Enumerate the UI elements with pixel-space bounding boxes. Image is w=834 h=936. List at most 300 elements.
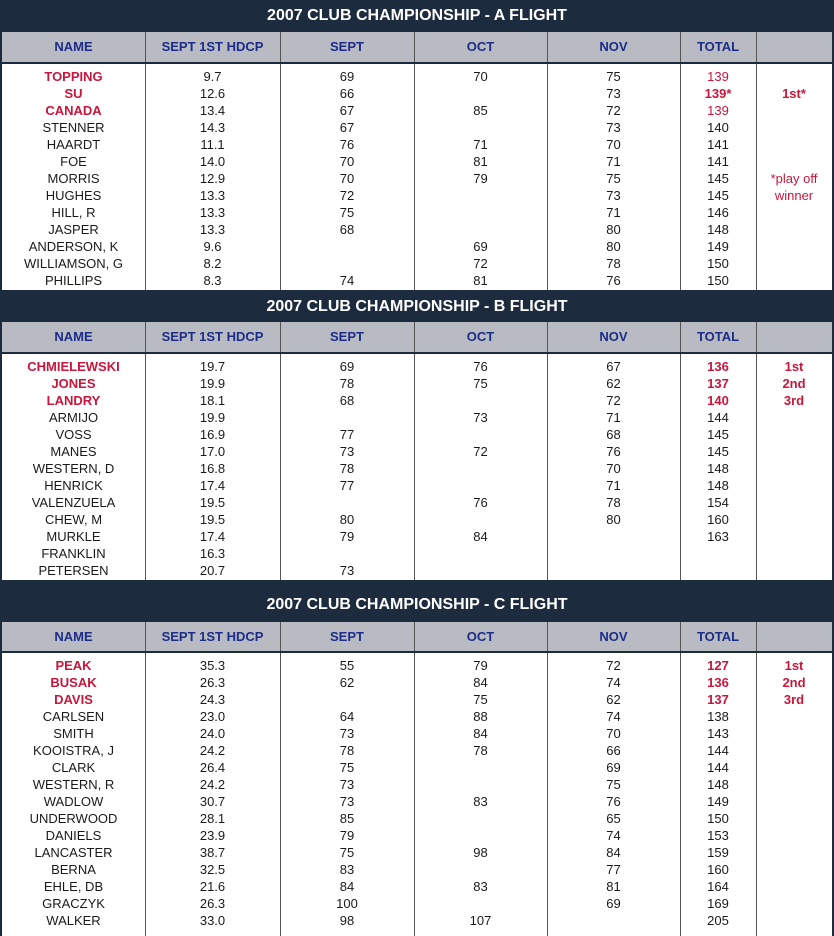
cell-oct: 79 xyxy=(473,171,488,186)
column-header: TOTAL xyxy=(696,39,740,54)
cell-total: 146 xyxy=(707,205,729,220)
cell-name: STENNER xyxy=(42,120,105,135)
column-divider xyxy=(414,32,415,62)
table-row xyxy=(2,102,832,119)
cell-total: 164 xyxy=(707,879,729,894)
table-row xyxy=(2,912,832,929)
column-divider xyxy=(280,622,281,651)
cell-total: 140 xyxy=(707,393,729,408)
cell-name: CHMIELEWSKI xyxy=(27,359,120,374)
column-divider xyxy=(145,622,146,651)
cell-name: WESTERN, D xyxy=(32,461,115,476)
column-header: NOV xyxy=(599,39,628,54)
table-row xyxy=(2,562,832,579)
cell-hdcp: 23.9 xyxy=(199,828,226,843)
column-header: OCT xyxy=(466,329,495,344)
cell-place: 1st* xyxy=(782,86,806,101)
cell-hdcp: 17.4 xyxy=(199,529,226,544)
cell-total: 137 xyxy=(707,692,729,707)
cell-total: 149 xyxy=(707,239,729,254)
column-divider xyxy=(145,322,146,352)
cell-nov: 68 xyxy=(606,427,621,442)
cell-name: HUGHES xyxy=(45,188,102,203)
table-row xyxy=(2,426,832,443)
column-header: NAME xyxy=(54,329,93,344)
cell-oct: 81 xyxy=(473,273,488,288)
cell-sept: 73 xyxy=(339,777,355,792)
cell-nov: 75 xyxy=(606,777,621,792)
cell-sept: 78 xyxy=(339,461,355,476)
cell-hdcp: 13.4 xyxy=(199,103,226,118)
cell-hdcp: 16.9 xyxy=(199,427,226,442)
cell-total: 144 xyxy=(707,410,729,425)
table-row xyxy=(2,221,832,238)
cell-total: 136 xyxy=(707,359,729,374)
cell-name: DAVIS xyxy=(54,692,93,707)
cell-nov: 69 xyxy=(606,760,621,775)
table-row xyxy=(2,204,832,221)
cell-sept: 80 xyxy=(339,512,355,527)
cell-oct: 75 xyxy=(473,376,488,391)
playoff-note: winner xyxy=(774,188,814,203)
cell-oct: 83 xyxy=(473,879,488,894)
cell-sept: 69 xyxy=(339,359,355,374)
column-divider xyxy=(756,32,757,62)
cell-hdcp: 13.3 xyxy=(199,222,226,237)
cell-total: 205 xyxy=(707,913,729,928)
cell-total: 139 xyxy=(707,103,729,118)
cell-total: 148 xyxy=(707,222,729,237)
cell-name: CHEW, M xyxy=(44,512,103,527)
cell-hdcp: 17.4 xyxy=(199,478,226,493)
cell-sept: 79 xyxy=(339,529,355,544)
cell-nov: 66 xyxy=(606,743,621,758)
cell-name: TOPPING xyxy=(44,69,103,84)
cell-total: 150 xyxy=(707,811,729,826)
column-header: SEPT 1ST HDCP xyxy=(161,329,264,344)
cell-nov: 73 xyxy=(606,86,621,101)
cell-oct: 76 xyxy=(473,495,488,510)
cell-total: 154 xyxy=(707,495,729,510)
cell-name: LANDRY xyxy=(46,393,101,408)
cell-place: 1st xyxy=(784,359,804,374)
cell-sept: 75 xyxy=(339,205,355,220)
cell-name: MANES xyxy=(50,444,97,459)
cell-oct: 88 xyxy=(473,709,488,724)
cell-nov: 71 xyxy=(606,154,621,169)
column-divider xyxy=(145,32,146,62)
column-header: SEPT 1ST HDCP xyxy=(161,39,264,54)
cell-total: 145 xyxy=(707,171,729,186)
cell-nov: 71 xyxy=(606,410,621,425)
cell-sept: 70 xyxy=(339,171,355,186)
cell-nov: 67 xyxy=(606,359,621,374)
table-row xyxy=(2,528,832,545)
cell-oct: 84 xyxy=(473,726,488,741)
cell-sept: 75 xyxy=(339,845,355,860)
table-row xyxy=(2,776,832,793)
cell-nov: 78 xyxy=(606,256,621,271)
table-row xyxy=(2,358,832,375)
cell-nov: 69 xyxy=(606,896,621,911)
cell-nov: 76 xyxy=(606,794,621,809)
table-row xyxy=(2,844,832,861)
cell-name: FOE xyxy=(60,154,87,169)
cell-oct: 78 xyxy=(473,743,488,758)
cell-nov: 62 xyxy=(606,692,621,707)
table-row xyxy=(2,511,832,528)
cell-name: WADLOW xyxy=(43,794,104,809)
cell-oct: 79 xyxy=(473,658,488,673)
cell-sept: 66 xyxy=(339,86,355,101)
table-body xyxy=(2,64,832,290)
cell-name: CARLSEN xyxy=(42,709,105,724)
cell-sept: 67 xyxy=(339,103,355,118)
cell-hdcp: 24.3 xyxy=(199,692,226,707)
cell-total: 141 xyxy=(707,154,729,169)
cell-hdcp: 19.5 xyxy=(199,495,226,510)
cell-hdcp: 28.1 xyxy=(199,811,226,826)
cell-total: 143 xyxy=(707,726,729,741)
table-row xyxy=(2,827,832,844)
cell-hdcp: 21.6 xyxy=(199,879,226,894)
column-divider xyxy=(680,32,681,62)
cell-oct: 72 xyxy=(473,444,488,459)
cell-hdcp: 19.9 xyxy=(199,410,226,425)
cell-sept: 77 xyxy=(339,478,355,493)
cell-nov: 80 xyxy=(606,222,621,237)
cell-total: 148 xyxy=(707,478,729,493)
cell-total: 144 xyxy=(707,743,729,758)
cell-total: 139* xyxy=(704,86,732,101)
cell-nov: 70 xyxy=(606,137,621,152)
cell-name: DANIELS xyxy=(45,828,102,843)
cell-oct: 69 xyxy=(473,239,488,254)
table-row xyxy=(2,238,832,255)
cell-hdcp: 26.3 xyxy=(199,896,226,911)
cell-hdcp: 19.7 xyxy=(199,359,226,374)
cell-name: LANCASTER xyxy=(34,845,113,860)
cell-sept: 74 xyxy=(339,273,355,288)
column-header: OCT xyxy=(466,629,495,644)
cell-name: PETERSEN xyxy=(38,563,109,578)
cell-total: 163 xyxy=(707,529,729,544)
cell-name: WALKER xyxy=(46,913,101,928)
table-row xyxy=(2,657,832,674)
cell-oct: 81 xyxy=(473,154,488,169)
column-header: NOV xyxy=(599,329,628,344)
cell-total: 150 xyxy=(707,273,729,288)
table-header-row xyxy=(2,622,832,651)
cell-place: 2nd xyxy=(782,376,806,391)
cell-hdcp: 17.0 xyxy=(199,444,226,459)
column-divider xyxy=(280,322,281,352)
cell-name: HENRICK xyxy=(44,478,103,493)
table-row xyxy=(2,187,832,204)
cell-hdcp: 19.5 xyxy=(199,512,226,527)
cell-name: WILLIAMSON, G xyxy=(24,256,123,271)
cell-total: 169 xyxy=(707,896,729,911)
cell-total: 139 xyxy=(707,69,729,84)
cell-total: 136 xyxy=(707,675,729,690)
cell-nov: 80 xyxy=(606,512,621,527)
table-row xyxy=(2,545,832,562)
table-row xyxy=(2,255,832,272)
table-row xyxy=(2,691,832,708)
column-header: NOV xyxy=(599,629,628,644)
cell-oct: 83 xyxy=(473,794,488,809)
cell-total: 160 xyxy=(707,862,729,877)
cell-hdcp: 14.0 xyxy=(199,154,226,169)
cell-oct: 71 xyxy=(473,137,488,152)
cell-oct: 107 xyxy=(469,913,492,928)
cell-oct: 75 xyxy=(473,692,488,707)
cell-nov: 65 xyxy=(606,811,621,826)
cell-name: UNDERWOOD xyxy=(29,811,118,826)
cell-hdcp: 32.5 xyxy=(199,862,226,877)
table-row xyxy=(2,170,832,187)
cell-place: 1st xyxy=(784,658,804,673)
cell-sept: 76 xyxy=(339,137,355,152)
column-divider xyxy=(680,322,681,352)
table-row xyxy=(2,793,832,810)
cell-sept: 75 xyxy=(339,760,355,775)
cell-total: 153 xyxy=(707,828,729,843)
cell-nov: 74 xyxy=(606,709,621,724)
flight-section xyxy=(2,0,832,290)
cell-hdcp: 35.3 xyxy=(199,658,226,673)
column-header: TOTAL xyxy=(696,629,740,644)
cell-name: WESTERN, R xyxy=(32,777,115,792)
cell-name: VALENZUELA xyxy=(31,495,116,510)
cell-oct: 84 xyxy=(473,675,488,690)
cell-sept: 55 xyxy=(339,658,355,673)
cell-nov: 76 xyxy=(606,444,621,459)
cell-total: 148 xyxy=(707,461,729,476)
column-header: NAME xyxy=(54,629,93,644)
cell-nov: 70 xyxy=(606,726,621,741)
cell-hdcp: 12.6 xyxy=(199,86,226,101)
table-row xyxy=(2,742,832,759)
cell-total: 141 xyxy=(707,137,729,152)
cell-name: SMITH xyxy=(53,726,94,741)
column-header: SEPT xyxy=(330,629,364,644)
table-header-row xyxy=(2,322,832,352)
cell-total: 149 xyxy=(707,794,729,809)
cell-hdcp: 8.2 xyxy=(203,256,222,271)
column-divider xyxy=(547,622,548,651)
cell-hdcp: 14.3 xyxy=(199,120,226,135)
cell-nov: 73 xyxy=(606,120,621,135)
column-header: SEPT xyxy=(330,39,364,54)
column-divider xyxy=(680,622,681,651)
cell-sept: 84 xyxy=(339,879,355,894)
cell-hdcp: 26.4 xyxy=(199,760,226,775)
table-row xyxy=(2,119,832,136)
cell-hdcp: 24.2 xyxy=(199,777,226,792)
cell-name: JASPER xyxy=(48,222,99,237)
cell-name: CANADA xyxy=(45,103,102,118)
cell-total: 127 xyxy=(707,658,729,673)
column-divider xyxy=(547,32,548,62)
cell-place: 3rd xyxy=(783,393,805,408)
cell-nov: 73 xyxy=(606,188,621,203)
cell-name: CLARK xyxy=(51,760,96,775)
cell-sept: 100 xyxy=(336,896,358,911)
cell-name: EHLE, DB xyxy=(43,879,104,894)
cell-hdcp: 13.3 xyxy=(199,205,226,220)
flight-section xyxy=(2,588,832,936)
cell-hdcp: 19.9 xyxy=(199,376,226,391)
column-divider xyxy=(414,322,415,352)
column-header: SEPT 1ST HDCP xyxy=(161,629,264,644)
cell-name: BERNA xyxy=(51,862,96,877)
cell-total: 145 xyxy=(707,444,729,459)
cell-total: 145 xyxy=(707,427,729,442)
cell-sept: 83 xyxy=(339,862,355,877)
playoff-note: *play off xyxy=(770,171,818,186)
cell-oct: 70 xyxy=(473,69,488,84)
column-divider xyxy=(756,622,757,651)
column-header: TOTAL xyxy=(696,329,740,344)
cell-oct: 98 xyxy=(473,845,488,860)
flight-title: 2007 CLUB CHAMPIONSHIP - A FLIGHT xyxy=(2,0,832,32)
table-row xyxy=(2,494,832,511)
table-row xyxy=(2,85,832,102)
cell-name: ANDERSON, K xyxy=(28,239,119,254)
column-header: SEPT xyxy=(330,329,364,344)
table-row xyxy=(2,861,832,878)
table-row xyxy=(2,392,832,409)
cell-sept: 98 xyxy=(339,913,355,928)
cell-total: 145 xyxy=(707,188,729,203)
cell-name: MORRIS xyxy=(47,171,100,186)
cell-nov: 72 xyxy=(606,658,621,673)
cell-nov: 84 xyxy=(606,845,621,860)
cell-total: 148 xyxy=(707,777,729,792)
cell-name: HILL, R xyxy=(51,205,96,220)
table-row xyxy=(2,409,832,426)
cell-sept: 73 xyxy=(339,726,355,741)
cell-hdcp: 8.3 xyxy=(203,273,222,288)
cell-sept: 64 xyxy=(339,709,355,724)
cell-hdcp: 11.1 xyxy=(200,137,225,152)
cell-sept: 62 xyxy=(339,675,355,690)
table-row xyxy=(2,136,832,153)
cell-nov: 71 xyxy=(606,205,621,220)
flight-title: 2007 CLUB CHAMPIONSHIP - B FLIGHT xyxy=(2,292,832,322)
cell-oct: 85 xyxy=(473,103,488,118)
table-row xyxy=(2,443,832,460)
cell-hdcp: 24.0 xyxy=(199,726,226,741)
cell-hdcp: 23.0 xyxy=(199,709,226,724)
cell-name: PEAK xyxy=(55,658,92,673)
cell-oct: 72 xyxy=(473,256,488,271)
table-row xyxy=(2,878,832,895)
cell-hdcp: 9.6 xyxy=(203,239,222,254)
cell-name: KOOISTRA, J xyxy=(33,743,114,758)
cell-oct: 76 xyxy=(473,359,488,374)
column-divider xyxy=(547,322,548,352)
cell-hdcp: 18.1 xyxy=(199,393,226,408)
cell-name: BUSAK xyxy=(50,675,97,690)
cell-sept: 67 xyxy=(339,120,355,135)
cell-sept: 77 xyxy=(339,427,355,442)
cell-sept: 73 xyxy=(339,794,355,809)
cell-place: 3rd xyxy=(783,692,805,707)
cell-name: ARMIJO xyxy=(48,410,99,425)
cell-name: HAARDT xyxy=(46,137,101,152)
cell-name: JONES xyxy=(51,376,96,391)
cell-name: MURKLE xyxy=(46,529,101,544)
cell-total: 140 xyxy=(707,120,729,135)
cell-total: 144 xyxy=(707,760,729,775)
cell-nov: 72 xyxy=(606,103,621,118)
cell-nov: 77 xyxy=(606,862,621,877)
cell-nov: 75 xyxy=(606,171,621,186)
cell-total: 159 xyxy=(707,845,729,860)
cell-place: 2nd xyxy=(782,675,806,690)
cell-sept: 85 xyxy=(339,811,355,826)
cell-sept: 68 xyxy=(339,393,355,408)
cell-total: 137 xyxy=(707,376,729,391)
table-body xyxy=(2,653,832,936)
cell-total: 160 xyxy=(707,512,729,527)
cell-nov: 70 xyxy=(606,461,621,476)
cell-hdcp: 24.2 xyxy=(199,743,226,758)
column-header: OCT xyxy=(466,39,495,54)
cell-sept: 69 xyxy=(339,69,355,84)
cell-nov: 76 xyxy=(606,273,621,288)
table-row xyxy=(2,759,832,776)
cell-hdcp: 16.3 xyxy=(199,546,226,561)
cell-sept: 73 xyxy=(339,563,355,578)
table-row xyxy=(2,153,832,170)
cell-sept: 79 xyxy=(339,828,355,843)
column-divider xyxy=(756,322,757,352)
cell-nov: 74 xyxy=(606,828,621,843)
flight-title: 2007 CLUB CHAMPIONSHIP - C FLIGHT xyxy=(2,588,832,622)
cell-nov: 81 xyxy=(606,879,621,894)
cell-nov: 74 xyxy=(606,675,621,690)
cell-oct: 73 xyxy=(473,410,488,425)
cell-hdcp: 26.3 xyxy=(199,675,226,690)
cell-hdcp: 20.7 xyxy=(199,563,226,578)
cell-nov: 75 xyxy=(606,69,621,84)
table-row xyxy=(2,895,832,912)
column-header: NAME xyxy=(54,39,93,54)
cell-hdcp: 30.7 xyxy=(199,794,226,809)
column-divider xyxy=(414,622,415,651)
cell-total: 138 xyxy=(707,709,729,724)
flight-section xyxy=(2,292,832,580)
table-row xyxy=(2,725,832,742)
cell-name: SU xyxy=(64,86,83,101)
cell-name: VOSS xyxy=(55,427,92,442)
cell-name: PHILLIPS xyxy=(44,273,103,288)
cell-hdcp: 13.3 xyxy=(199,188,226,203)
cell-name: GRACZYK xyxy=(42,896,105,911)
table-header-row xyxy=(2,32,832,62)
cell-hdcp: 33.0 xyxy=(199,913,226,928)
cell-nov: 78 xyxy=(606,495,621,510)
table-row xyxy=(2,708,832,725)
cell-oct: 84 xyxy=(473,529,488,544)
cell-hdcp: 9.7 xyxy=(203,69,222,84)
table-row xyxy=(2,674,832,691)
cell-sept: 68 xyxy=(339,222,355,237)
table-body xyxy=(2,354,832,580)
